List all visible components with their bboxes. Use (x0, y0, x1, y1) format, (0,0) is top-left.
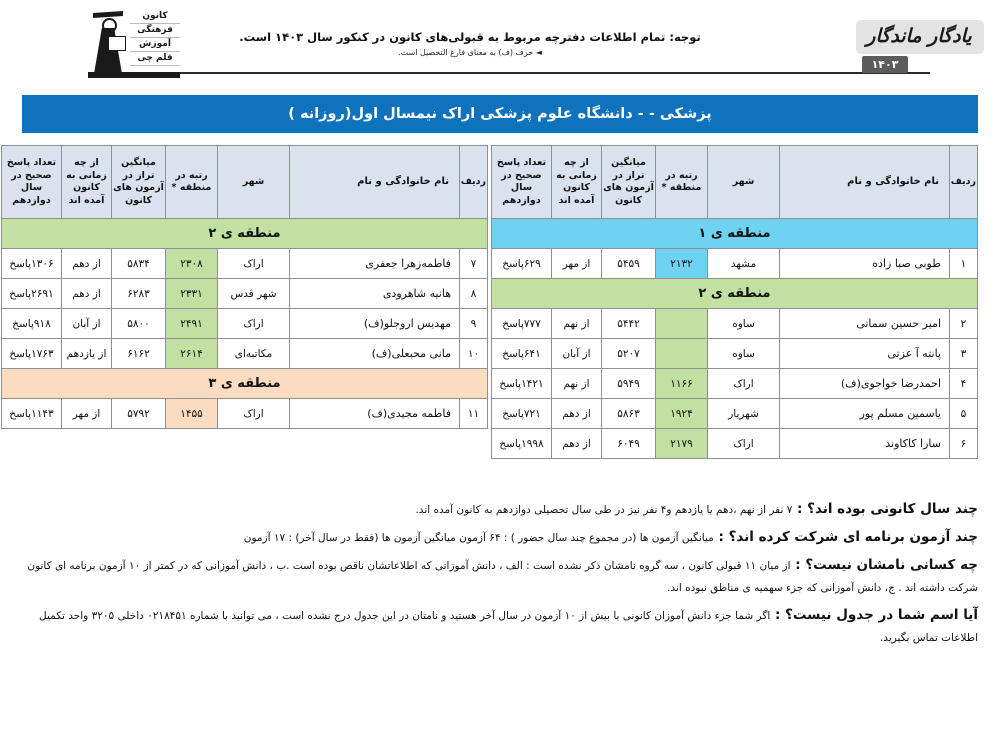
cell-answers: ۲۶۹۱پاسخ (2, 279, 62, 309)
cell-answers: ۶۲۹پاسخ (492, 249, 552, 279)
zone-band-row (492, 219, 978, 249)
cell-average: ۵۷۹۲ (112, 399, 166, 429)
faq-question: چه کسانی نامشان نیست؟ : (790, 557, 978, 573)
zone-band-row (2, 219, 488, 249)
yadegar-mandegar-logo (850, 12, 986, 76)
acceptance-table-right (496, 145, 978, 459)
header-note-sub: ◄ حرف (ف) به معنای فارغ التحصیل است. (398, 48, 542, 57)
zone-band-row (2, 369, 488, 399)
header-divider (150, 72, 930, 74)
col-header-since: از چه زمانی به کانون آمده اند (62, 146, 112, 219)
cell-city: ساوه (708, 309, 780, 339)
table-row (492, 429, 978, 459)
faq-answer: میانگین آزمون ها (در مجموع چند سال حضور ) : ۶۴ آزمون میانگین آزمون ها (فقط در سال آخر) : ۱۷ آزمون (243, 532, 714, 544)
cell-city: اراک (218, 249, 290, 279)
cell-rank: ۲۳۰۸ (166, 249, 218, 279)
zone-band-row (492, 279, 978, 309)
cell-answers: ۱۳۰۶پاسخ (2, 249, 62, 279)
faq-answer: اگر شما جزء دانش آموزان کانونی با بیش از ۱۰ آزمون در سال آخر هستید و نامتان در این جدول درج نشده است ، می توانید با شماره ۰۲۱۸۴۵۱ داخلی ۳۲۰۵ واحد تکمیل اطلاعات تماس بگیرید. (39, 610, 978, 644)
cell-name: یاسمین مسلم پور (780, 399, 950, 429)
col-header-average: میانگین تراز در آزمون های کانون (112, 146, 166, 219)
table-header-row (492, 146, 978, 219)
acceptance-table-left (6, 145, 488, 429)
cell-city: شهریار (708, 399, 780, 429)
cell-average: ۵۴۵۹ (602, 249, 656, 279)
cell-answers: ۱۹۹۸پاسخ (492, 429, 552, 459)
cell-since: از نهم (552, 369, 602, 399)
table-row (2, 279, 488, 309)
cell-since: از یازدهم (62, 339, 112, 369)
col-header-city: شهر (708, 146, 780, 219)
col-header-answers: تعداد پاسخ صحیح در سال دوازدهم (2, 146, 62, 219)
cell-answers: ۷۷۷پاسخ (492, 309, 552, 339)
faq-answer: ۷ نفر از نهم ،دهم یا یازدهم و۴ نفر نیز در طی سال تحصیلی دوازدهم به کانون آمده اند. (415, 504, 793, 516)
cell-index: ۱۱ (460, 399, 488, 429)
faq-question: چند آزمون برنامه ای شرکت کرده اند؟ : (713, 529, 978, 545)
cell-answers: ۱۷۶۳پاسخ (2, 339, 62, 369)
faq-question: چند سال کانونی بوده اند؟ : (792, 501, 978, 517)
cell-answers: ۷۲۱پاسخ (492, 399, 552, 429)
cell-average: ۵۲۰۷ (602, 339, 656, 369)
zone-band-label: منطقه ی ۳ (2, 369, 488, 399)
cell-index: ۸ (460, 279, 488, 309)
table-left (1, 145, 488, 429)
cell-rank (656, 339, 708, 369)
cell-average: ۵۹۴۹ (602, 369, 656, 399)
table-row (2, 399, 488, 429)
table-row (492, 399, 978, 429)
table-row (2, 309, 488, 339)
cell-name: هانیه شاهرودی (290, 279, 460, 309)
faq-item (22, 498, 978, 521)
cell-average: ۶۱۶۲ (112, 339, 166, 369)
col-header-index: ردیف (950, 146, 978, 219)
col-header-average: میانگین تراز در آزمون های کانون (602, 146, 656, 219)
col-header-answers: تعداد پاسخ صحیح در سال دوازدهم (492, 146, 552, 219)
table-right-body (492, 219, 978, 459)
cell-answers: ۹۱۸پاسخ (2, 309, 62, 339)
cell-rank: ۱۴۵۵ (166, 399, 218, 429)
cell-city: اراک (218, 399, 290, 429)
faq-item (22, 554, 978, 599)
cell-name: مانی محبعلی(ف) (290, 339, 460, 369)
cell-since: از آبان (552, 339, 602, 369)
cell-name: مهدیس اروجلو(ف) (290, 309, 460, 339)
cell-city: اراک (708, 369, 780, 399)
cell-rank: ۱۹۲۴ (656, 399, 708, 429)
table-row (2, 339, 488, 369)
cell-index: ۳ (950, 339, 978, 369)
zone-band-label: منطقه ی ۲ (2, 219, 488, 249)
cell-name: سارا کاکاوند (780, 429, 950, 459)
cell-city: اراک (708, 429, 780, 459)
graduation-cap-icon (93, 11, 123, 18)
cell-index: ۱ (950, 249, 978, 279)
table-row (492, 309, 978, 339)
cell-average: ۶۲۸۳ (112, 279, 166, 309)
cell-index: ۶ (950, 429, 978, 459)
col-header-index: ردیف (460, 146, 488, 219)
cell-since: از دهم (552, 429, 602, 459)
cell-since: از دهم (62, 279, 112, 309)
cell-rank: ۱۱۶۶ (656, 369, 708, 399)
cell-average: ۵۸۶۳ (602, 399, 656, 429)
cell-name: امیر حسین سماتی (780, 309, 950, 339)
faq-section (22, 498, 978, 654)
faq-item (22, 604, 978, 649)
kanoon-logo-line-1: کانون (130, 10, 180, 24)
cell-city: شهر قدس (218, 279, 290, 309)
cell-index: ۴ (950, 369, 978, 399)
cell-average: ۶۰۴۹ (602, 429, 656, 459)
cell-rank: ۲۳۳۱ (166, 279, 218, 309)
table-header-row (2, 146, 488, 219)
cell-index: ۷ (460, 249, 488, 279)
brand-title: یادگار ماندگار (866, 25, 972, 47)
cell-name: فاطمه‌زهرا جعفری (290, 249, 460, 279)
zone-band-label: منطقه ی ۲ (492, 279, 978, 309)
cell-since: از مهر (552, 249, 602, 279)
cell-city: مشهد (708, 249, 780, 279)
cell-average: ۵۴۴۲ (602, 309, 656, 339)
zone-band-label: منطقه ی ۱ (492, 219, 978, 249)
kanoon-logo-line-4: قلم چی (130, 52, 180, 66)
cell-name: طوبی صبا زاده (780, 249, 950, 279)
cell-since: از مهر (62, 399, 112, 429)
header-note-main: توجه: تمام اطلاعات دفترچه مربوط به قبولی‌های کانون در کنکور سال ۱۴۰۳ است. (239, 30, 701, 44)
cell-since: از نهم (552, 309, 602, 339)
cell-since: از آبان (62, 309, 112, 339)
cell-average: ۵۸۰۰ (112, 309, 166, 339)
faq-answer: از میان ۱۱ قبولی کانون ، سه گروه نامشان ذکر نشده است : الف ، دانش آموزانی که اطلاعاتشان ناقص بوده است .ب ، دانش آموزانی که در کمتر از ۱۰ آزمون برنامه ای کانون شرکت داشته اند . ج، دانش آموزانی که جزء سهمیه ی مناطق نبوده اند. (27, 560, 978, 594)
cell-since: از دهم (552, 399, 602, 429)
kanoon-logo-line-3: آموزش (130, 38, 180, 52)
table-row (492, 249, 978, 279)
cell-city: ساوه (708, 339, 780, 369)
col-header-rank: رتبه در منطقه * (656, 146, 708, 219)
cell-rank: ۲۱۷۹ (656, 429, 708, 459)
table-row (492, 339, 978, 369)
cell-answers: ۱۱۴۳پاسخ (2, 399, 62, 429)
cell-since: از دهم (62, 249, 112, 279)
cell-answers: ۱۴۲۱پاسخ (492, 369, 552, 399)
col-header-name: نام خانوادگی و نام (780, 146, 950, 219)
cell-index: ۲ (950, 309, 978, 339)
cell-name: فاطمه مجیدی(ف) (290, 399, 460, 429)
table-row (492, 369, 978, 399)
cell-index: ۱۰ (460, 339, 488, 369)
cell-average: ۵۸۳۴ (112, 249, 166, 279)
col-header-since: از چه زمانی به کانون آمده اند (552, 146, 602, 219)
cell-name: احمدرضا خواجوی(ف) (780, 369, 950, 399)
cell-rank (656, 309, 708, 339)
cell-index: ۹ (460, 309, 488, 339)
cell-rank: ۲۴۹۱ (166, 309, 218, 339)
brand-year-badge: ۱۴۰۳ (862, 56, 908, 73)
col-header-city: شهر (218, 146, 290, 219)
faq-item (22, 526, 978, 549)
cell-rank: ۲۶۱۴ (166, 339, 218, 369)
cell-rank: ۲۱۳۲ (656, 249, 708, 279)
logo-base (88, 72, 180, 78)
page-title: پزشکی - - دانشگاه علوم پزشکی اراک نیمسال اول(روزانه ) (22, 95, 978, 133)
col-header-rank: رتبه در منطقه * (166, 146, 218, 219)
cell-name: پانته آ عزتی (780, 339, 950, 369)
table-row (2, 249, 488, 279)
page-header (0, 0, 1000, 88)
cell-index: ۵ (950, 399, 978, 429)
table-left-body (2, 219, 488, 429)
kanoon-logo-line-2: فرهنگی (130, 24, 180, 38)
table-right (491, 145, 978, 459)
cell-city: مکاتبه‌ای (218, 339, 290, 369)
cell-answers: ۶۴۱پاسخ (492, 339, 552, 369)
cell-city: اراک (218, 309, 290, 339)
col-header-name: نام خانوادگی و نام (290, 146, 460, 219)
faq-question: آیا اسم شما در جدول نیست؟ : (770, 607, 978, 623)
